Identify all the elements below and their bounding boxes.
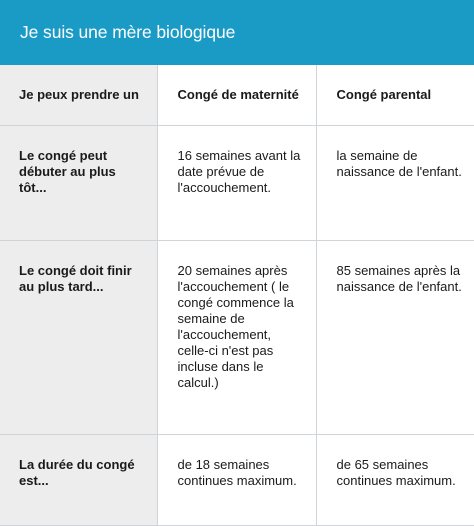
- row-label-text: Le congé doit finir au plus tard...: [19, 263, 132, 294]
- cell-text: 20 semaines après l'accouchement ( le congé commence la semaine de l'accouchement, celle-ci n'est pas incluse dans le calcul.): [177, 263, 294, 390]
- table-row-start: [0, 126, 474, 241]
- column-header-maternity: Congé de maternité: [157, 65, 316, 126]
- cell-maternity-duration: [157, 435, 316, 526]
- row-label-text: La durée du congé est...: [19, 457, 135, 488]
- page-header: [0, 0, 474, 65]
- cell-text: 16 semaines avant la date prévue de l'accouchement.: [177, 148, 301, 195]
- cell-parental-start: [316, 126, 474, 241]
- cell-parental-end: [316, 241, 474, 435]
- cell-maternity-start: [157, 126, 316, 241]
- cell-parental-duration: [316, 435, 474, 526]
- row-label-end: [0, 241, 157, 435]
- leave-comparison-table: [0, 65, 474, 526]
- table-row-end: [0, 241, 474, 435]
- cell-text: de 18 semaines continues maximum.: [177, 457, 297, 488]
- column-header-leave-type: Je peux prendre un: [0, 65, 157, 126]
- table-row-duration: [0, 435, 474, 526]
- row-label-start: [0, 126, 157, 241]
- cell-text: 85 semaines après la naissance de l'enfant.: [336, 263, 462, 294]
- cell-maternity-end: [157, 241, 316, 435]
- column-header-parental: Congé parental: [316, 65, 474, 126]
- cell-text: de 65 semaines continues maximum.: [336, 457, 456, 488]
- row-label-text: Le congé peut débuter au plus tôt...: [19, 148, 116, 195]
- table-header-row: [0, 65, 474, 126]
- row-label-duration: [0, 435, 157, 526]
- cell-text: la semaine de naissance de l'enfant.: [336, 148, 462, 179]
- page-title: Je suis une mère biologique: [20, 22, 236, 42]
